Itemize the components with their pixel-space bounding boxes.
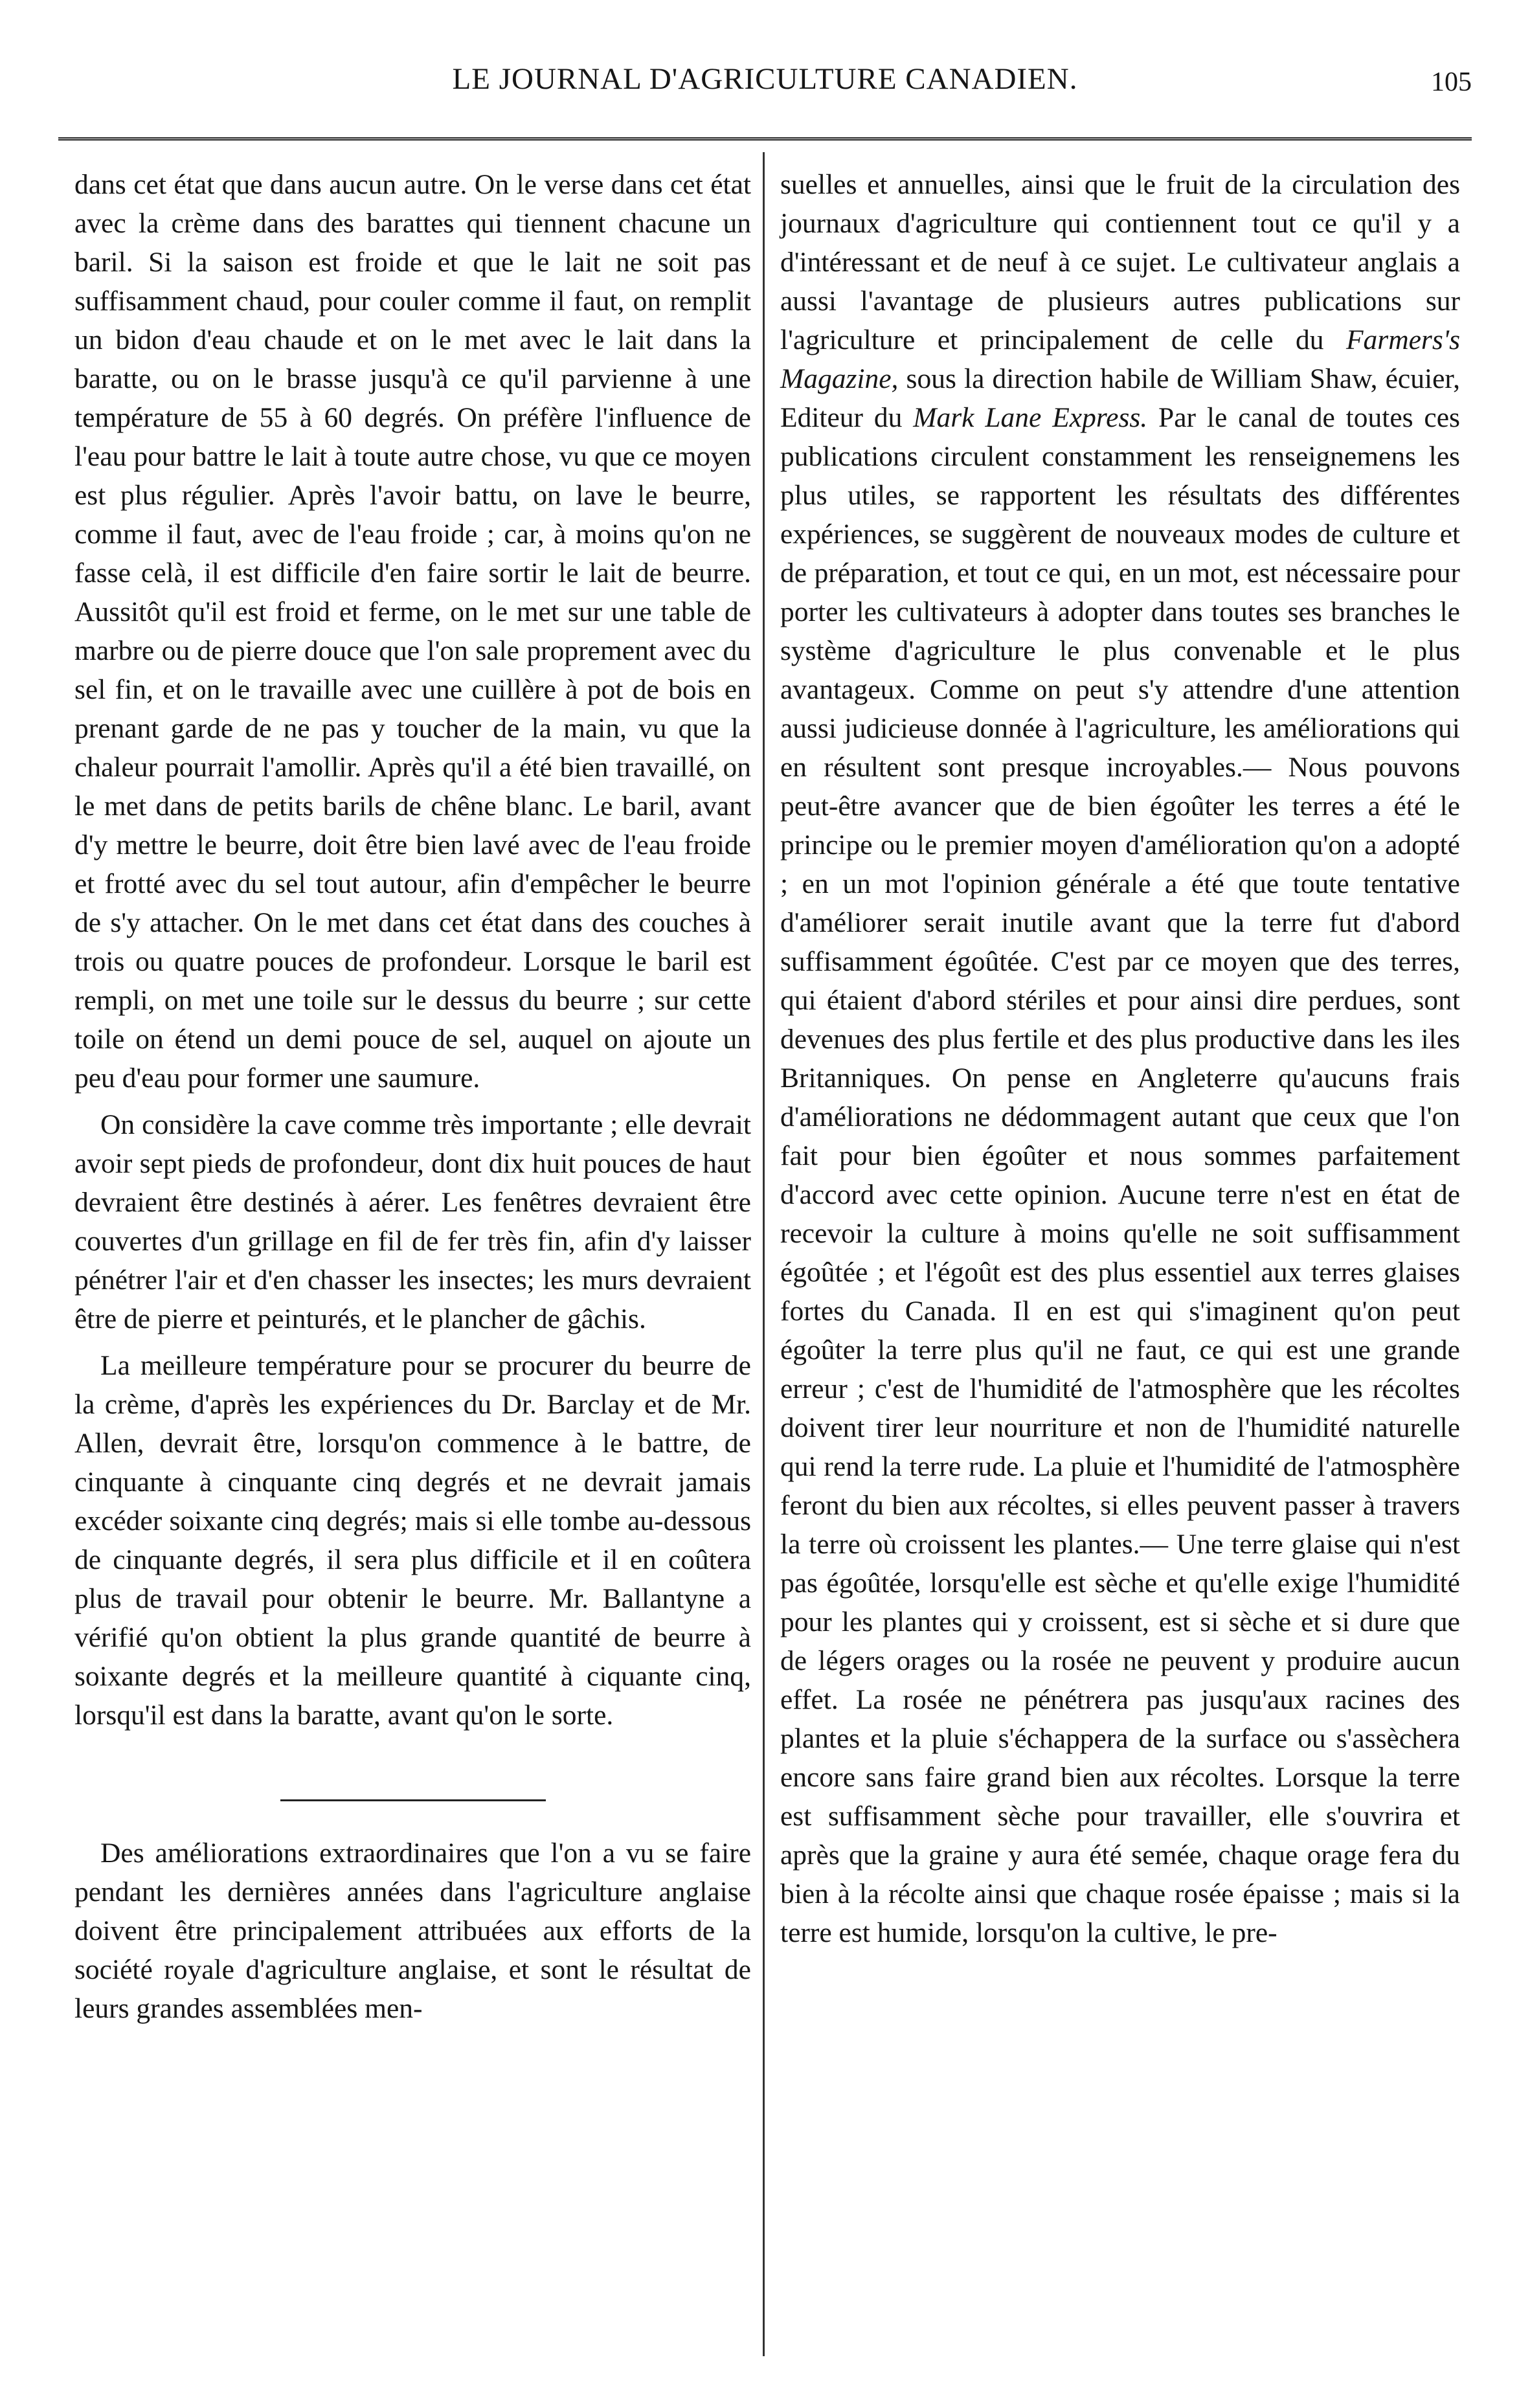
- column-divider: [763, 152, 765, 2356]
- left-column: [74, 165, 751, 2028]
- paragraph: La meilleure température pour se procurer du beurre de la crème, d'après les expériences du Dr. Barclay et de Mr. Allen, devrait être, lorsqu'on commence à le battre, de cinquante à cinquante cinq degrés et ne devrait jamais excéder soixante cinq degrés; mais si elle tombe au-dessous de cinquante degrés, il sera plus difficile et il en coûtera plus de travail pour obtenir le beurre. Mr. Ballantyne a vérifié qu'on obtient la plus grande quantité de beurre à soixante degrés et la meilleure quantité à ciquante cinq, lorsqu'il est dans la baratte, avant qu'on le sorte.: [74, 1350, 751, 1731]
- running-title: LE JOURNAL D'AGRICULTURE CANADIEN.: [452, 62, 1078, 96]
- running-header: [0, 62, 1530, 120]
- paragraph: Des améliorations extraordinaires que l'on a vu se faire pendant les dernières années dans l'agriculture anglaise doivent être principalement attribuées aux efforts de la société royale d'agriculture anglaise, et sont le résultat de leurs grandes assemblées men-: [74, 1838, 751, 2024]
- paragraph: [780, 165, 1460, 1952]
- page-number: 105: [1431, 67, 1472, 97]
- text-run: sous la direction habile de William Shaw, écuier, Editeur du: [780, 363, 1460, 433]
- text-run: suelles et annuelles, ainsi que le fruit de la circulation des journaux d'agriculture qui contiennent tout ce qu'il y a d'intéressant et de neuf à ce sujet. Le cultivateur anglais a aussi l'avantage de plusieurs autres publications sur l'agriculture et principalement de celle du: [780, 169, 1460, 355]
- right-column: [780, 165, 1460, 1952]
- publication-title: Farmers's Magazine,: [780, 324, 1460, 394]
- text-run: Par le canal de toutes ces publications circulent constamment les renseignemens les plus utiles, se rapportent les résultats des différentes expériences, se suggèrent de nouveaux modes de culture et de préparation, et tout ce qui, en un mot, est nécessaire pour porter les cultivateurs à adopter dans toutes ses branches le système d'agriculture le plus convenable et le plus avantageux. Comme on peut s'y attendre d'une attention aussi judicieuse donnée à l'agriculture, les améliorations qui en résultent sont presque incroyables.— Nous pouvons peut-être avancer que de bien égoûter les terres a été le principe ou le premier moyen d'amélioration qu'on a adopté ; en un mot l'opinion générale a été que toute tentative d'améliorer serait inutile avant que la terre fut d'abord suffisamment égoûtée. C'est par ce moyen que des terres, qui étaient d'abord stériles et pour ainsi dire perdues, sont devenues des plus fertile et des plus productive dans les iles Britanniques. On pense en Angleterre qu'aucuns frais d'améliorations ne dédommagent autant que ceux que l'on fait pour bien égoûter et nous sommes parfaitement d'accord avec cette opinion. Aucune terre n'est en état de recevoir la culture à moins qu'elle ne soit suffisamment égoûtée ; et l'égoût est des plus essentiel aux terres glaises fortes du Canada. Il en est qui s'imaginent qu'on peut égoûter la terre plus qu'il ne faut, ce qui est une grande erreur ; c'est de l'humidité de l'atmosphère que les récoltes doivent tirer leur nourriture et non de l'humidité naturelle qui rend la terre rude. La pluie et l'humidité de l'atmosphère feront du bien aux récoltes, si elles peuvent passer à travers la terre où croissent les plantes.— Une terre glaise qui n'est pas égoûtée, lorsqu'elle est sèche et qu'elle exige l'humidité pour les plantes qui y croissent, est si sèche et si dure que de légers orages ou la rosée ne peuvent y produire aucun effet. La rosée ne pénétrera pas jusqu'aux racines des plantes et la pluie s'échappera de la surface ou s'assèchera encore sans faire grand bien aux récoltes. Lorsque la terre est suffisamment sèche pour travailler, elle s'ouvrira et après que la graine y aura été semée, chaque orage fera du bien à la récolte ainsi que chaque rosée épaisse ; mais si la terre est humide, lorsqu'on la cultive, le pre-: [780, 402, 1460, 1948]
- publication-title: Mark Lane Express.: [913, 402, 1148, 433]
- section-divider: [280, 1799, 546, 1801]
- paragraph: dans cet état que dans aucun autre. On le verse dans cet état avec la crème dans des barattes qui tiennent chacune un baril. Si la saison est froide et que le lait ne soit pas suffisamment chaud, pour couler comme il faut, on remplit un bidon d'eau chaude et on le met avec le lait dans la baratte, ou on le brasse jusqu'à ce qu'il parvienne à une température de 55 à 60 degrés. On préfère l'influence de l'eau pour battre le lait à toute autre chose, vu que ce moyen est plus régulier. Après l'avoir battu, on lave le beurre, comme il faut, avec de l'eau froide ; car, à moins qu'on ne fasse celà, il est difficile d'en faire sortir le lait de beurre. Aussitôt qu'il est froid et ferme, on le met sur une table de marbre ou de pierre douce que l'on sale proprement avec du sel fin, et on le travaille avec une cuillère à pot de bois en prenant garde de ne pas y toucher de la main, vu que la chaleur pourrait l'amollir. Après qu'il a été bien travaillé, on le met dans de petits barils de chêne blanc. Le baril, avant d'y mettre le beurre, doit être bien lavé avec de l'eau froide et frotté avec du sel tout autour, afin d'empêcher le beurre de s'y attacher. On le met dans cet état dans des couches à trois ou quatre pouces de profondeur. Lorsque le baril est rempli, on met une toile sur le dessus du beurre ; sur cette toile on étend un demi pouce de sel, auquel on ajoute un peu d'eau pour former une saumure.: [74, 169, 751, 1094]
- header-rule: [58, 137, 1472, 143]
- paragraph: On considère la cave comme très importante ; elle devrait avoir sept pieds de profondeur, dont dix huit pouces de haut devraient être destinés à aérer. Les fenêtres devraient être couvertes d'un grillage en fil de fer très fin, afin d'y laisser pénétrer l'air et d'en chasser les insectes; les murs devraient être de pierre et peinturés, et le plancher de gâchis.: [74, 1109, 751, 1334]
